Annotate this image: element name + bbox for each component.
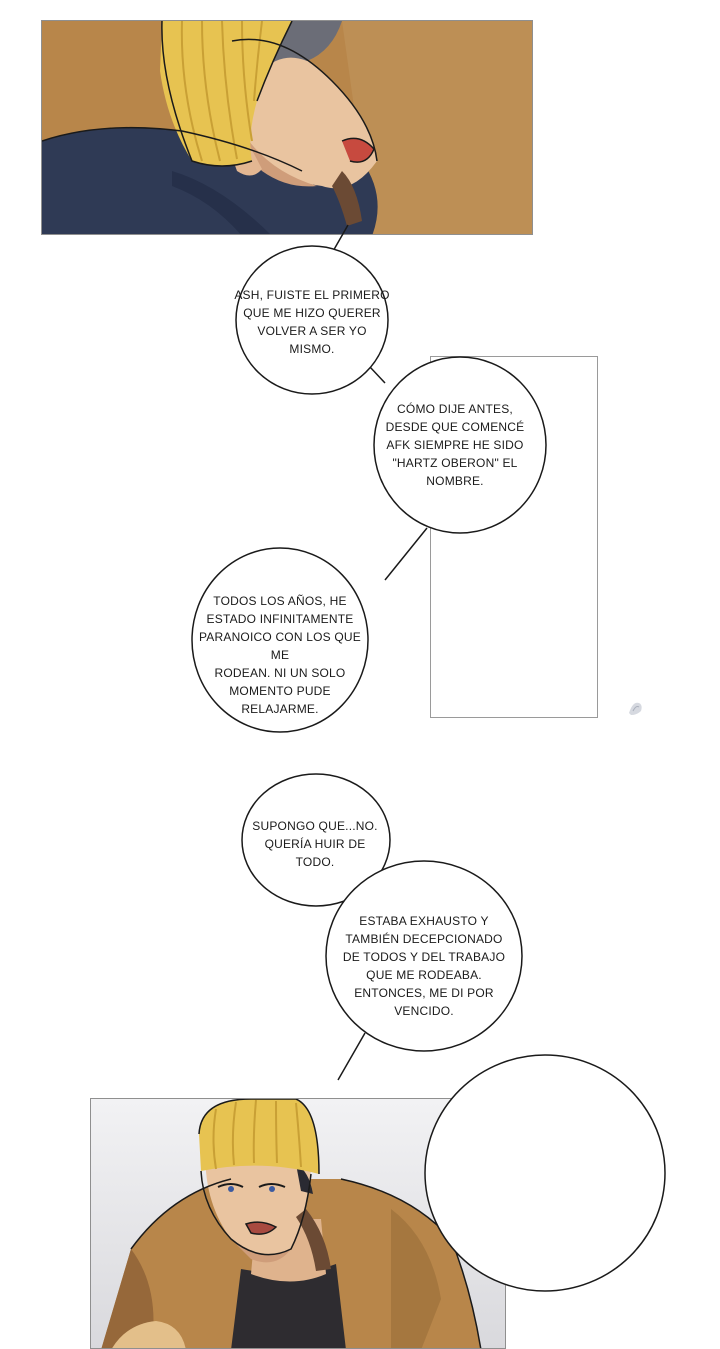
bubble-1-line: QUE ME HIZO QUERER xyxy=(243,306,381,320)
bubble-3-line: TODOS LOS AÑOS, HE xyxy=(213,594,347,608)
speech-bubble-6-empty xyxy=(420,1050,675,1300)
comic-panel-top xyxy=(41,20,533,235)
bubble-1-line: MISMO. xyxy=(289,342,335,356)
bubble-4-line: SUPONGO QUE...NO. xyxy=(252,819,378,833)
bubble-3-line: PARANOICO CON LOS QUE ME xyxy=(198,630,361,662)
bubble-2-line: AFK SIEMPRE HE SIDO xyxy=(386,438,524,452)
bubble-3-line: ESTADO INFINITAMENTE xyxy=(206,612,354,626)
speech-bubble-3-text xyxy=(190,592,370,718)
bubble-5-line: DE TODOS Y DEL TRABAJO xyxy=(342,950,506,964)
bubble-3-line: RODEAN. NI UN SOLO xyxy=(214,666,346,680)
speech-bubble-2-text xyxy=(370,400,540,490)
bubble-5-line: ENTONCES, ME DI POR xyxy=(354,986,494,1000)
bubble-2-line: NOMBRE. xyxy=(426,474,484,488)
bubble-1-line: VOLVER A SER YO xyxy=(257,324,367,338)
bubble-2-line: DESDE QUE COMENCÉ xyxy=(385,420,525,434)
bubble-4-line: QUERÍA HUIR DE xyxy=(264,837,366,851)
bubble-2-line: CÓMO DIJE ANTES, xyxy=(397,402,513,416)
speech-bubble-1-text xyxy=(232,286,392,358)
bubble-2-line: "HARTZ OBERON" EL xyxy=(392,456,518,470)
bubble-5-line: VENCIDO. xyxy=(394,1004,454,1018)
speech-bubble-5-text xyxy=(334,912,514,1020)
bubble-5-line: QUE ME RODEABA. xyxy=(366,968,482,982)
bubble-4-line: TODO. xyxy=(295,855,335,869)
bubble-5-line: TAMBIÉN DECEPCIONADO xyxy=(345,932,503,946)
watermark-icon xyxy=(625,697,647,719)
bubble-1-line: ASH, FUISTE EL PRIMERO xyxy=(234,288,390,302)
bubble-3-line: MOMENTO PUDE RELAJARME. xyxy=(229,684,331,716)
panel-top-illustration xyxy=(42,21,533,235)
bubble-5-line: ESTABA EXHAUSTO Y xyxy=(359,914,489,928)
